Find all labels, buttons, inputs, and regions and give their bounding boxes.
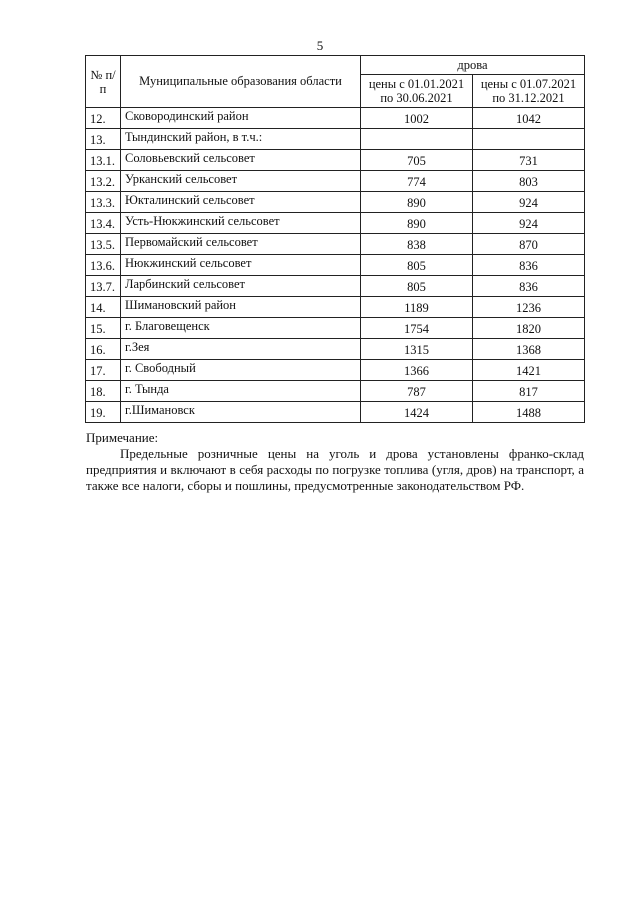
row-municipality: Соловьевский сельсовет bbox=[121, 150, 361, 171]
prices-table bbox=[85, 55, 585, 423]
row-number: 13. bbox=[86, 129, 121, 150]
row-municipality: Шимановский район bbox=[121, 297, 361, 318]
row-price-period-1: 1424 bbox=[361, 402, 473, 423]
row-price-period-2: 731 bbox=[473, 150, 585, 171]
row-price-period-2: 1820 bbox=[473, 318, 585, 339]
row-price-period-2: 836 bbox=[473, 276, 585, 297]
row-price-period-2: 803 bbox=[473, 171, 585, 192]
row-municipality: Сковородинский район bbox=[121, 108, 361, 129]
row-price-period-1: 705 bbox=[361, 150, 473, 171]
row-number: 13.3. bbox=[86, 192, 121, 213]
header-period-1: цены с 01.01.2021 по 30.06.2021 bbox=[361, 75, 473, 108]
row-price-period-1: 805 bbox=[361, 276, 473, 297]
row-price-period-1: 1315 bbox=[361, 339, 473, 360]
row-number: 18. bbox=[86, 381, 121, 402]
table-row bbox=[86, 381, 585, 402]
table-row bbox=[86, 297, 585, 318]
row-price-period-2: 1368 bbox=[473, 339, 585, 360]
table-row bbox=[86, 402, 585, 423]
row-municipality: г. Благовещенск bbox=[121, 318, 361, 339]
header-period-2: цены с 01.07.2021 по 31.12.2021 bbox=[473, 75, 585, 108]
row-municipality: г. Свободный bbox=[121, 360, 361, 381]
row-price-period-2: 1236 bbox=[473, 297, 585, 318]
note-title: Примечание: bbox=[86, 430, 159, 445]
table-body bbox=[86, 108, 585, 423]
row-municipality: Первомайский сельсовет bbox=[121, 234, 361, 255]
row-municipality: Урканский сельсовет bbox=[121, 171, 361, 192]
row-municipality: Нюкжинский сельсовет bbox=[121, 255, 361, 276]
row-price-period-1: 1754 bbox=[361, 318, 473, 339]
table-row bbox=[86, 234, 585, 255]
row-number: 13.6. bbox=[86, 255, 121, 276]
row-price-period-1: 805 bbox=[361, 255, 473, 276]
header-firewood: дрова bbox=[361, 56, 585, 75]
row-municipality: Тындинский район, в т.ч.: bbox=[121, 129, 361, 150]
row-number: 13.5. bbox=[86, 234, 121, 255]
row-price-period-1: 774 bbox=[361, 171, 473, 192]
table-row bbox=[86, 108, 585, 129]
page-number: 5 bbox=[316, 38, 324, 53]
row-number: 14. bbox=[86, 297, 121, 318]
table-row bbox=[86, 192, 585, 213]
row-number: 13.4. bbox=[86, 213, 121, 234]
row-municipality: Ларбинский сельсовет bbox=[121, 276, 361, 297]
row-municipality: г.Зея bbox=[121, 339, 361, 360]
row-number: 17. bbox=[86, 360, 121, 381]
row-price-period-2: 1488 bbox=[473, 402, 585, 423]
row-price-period-2: 817 bbox=[473, 381, 585, 402]
row-price-period-2: 1042 bbox=[473, 108, 585, 129]
table-row bbox=[86, 150, 585, 171]
row-number: 19. bbox=[86, 402, 121, 423]
row-municipality: г.Шимановск bbox=[121, 402, 361, 423]
row-price-period-2: 924 bbox=[473, 213, 585, 234]
row-number: 13.2. bbox=[86, 171, 121, 192]
table-row bbox=[86, 255, 585, 276]
table-row bbox=[86, 276, 585, 297]
row-number: 13.1. bbox=[86, 150, 121, 171]
header-number: № п/п bbox=[86, 56, 121, 108]
row-number: 12. bbox=[86, 108, 121, 129]
row-price-period-1: 1002 bbox=[361, 108, 473, 129]
row-price-period-2: 1421 bbox=[473, 360, 585, 381]
row-price-period-1: 890 bbox=[361, 213, 473, 234]
row-price-period-2: 924 bbox=[473, 192, 585, 213]
header-municipality: Муниципальные образования области bbox=[121, 56, 361, 108]
table-row bbox=[86, 129, 585, 150]
row-price-period-1: 838 bbox=[361, 234, 473, 255]
row-price-period-2: 836 bbox=[473, 255, 585, 276]
row-municipality: Юкталинский сельсовет bbox=[121, 192, 361, 213]
row-price-period-1: 890 bbox=[361, 192, 473, 213]
row-price-period-2 bbox=[473, 129, 585, 150]
row-price-period-2: 870 bbox=[473, 234, 585, 255]
row-price-period-1: 787 bbox=[361, 381, 473, 402]
table-row bbox=[86, 318, 585, 339]
table-row bbox=[86, 360, 585, 381]
row-price-period-1: 1366 bbox=[361, 360, 473, 381]
row-number: 16. bbox=[86, 339, 121, 360]
table-row bbox=[86, 339, 585, 360]
note-text: Предельные розничные цены на уголь и дрова установлены франко-склад предприятия и включают в себя расходы по погрузке топлива (угля, дров) на транспорт, а также все налоги, сборы и пошлины, предусмотренные законодательством РФ. bbox=[86, 446, 584, 493]
row-price-period-1 bbox=[361, 129, 473, 150]
table-row bbox=[86, 171, 585, 192]
row-number: 13.7. bbox=[86, 276, 121, 297]
row-price-period-1: 1189 bbox=[361, 297, 473, 318]
row-municipality: г. Тында bbox=[121, 381, 361, 402]
row-number: 15. bbox=[86, 318, 121, 339]
row-municipality: Усть-Нюкжинский сельсовет bbox=[121, 213, 361, 234]
table-row bbox=[86, 213, 585, 234]
